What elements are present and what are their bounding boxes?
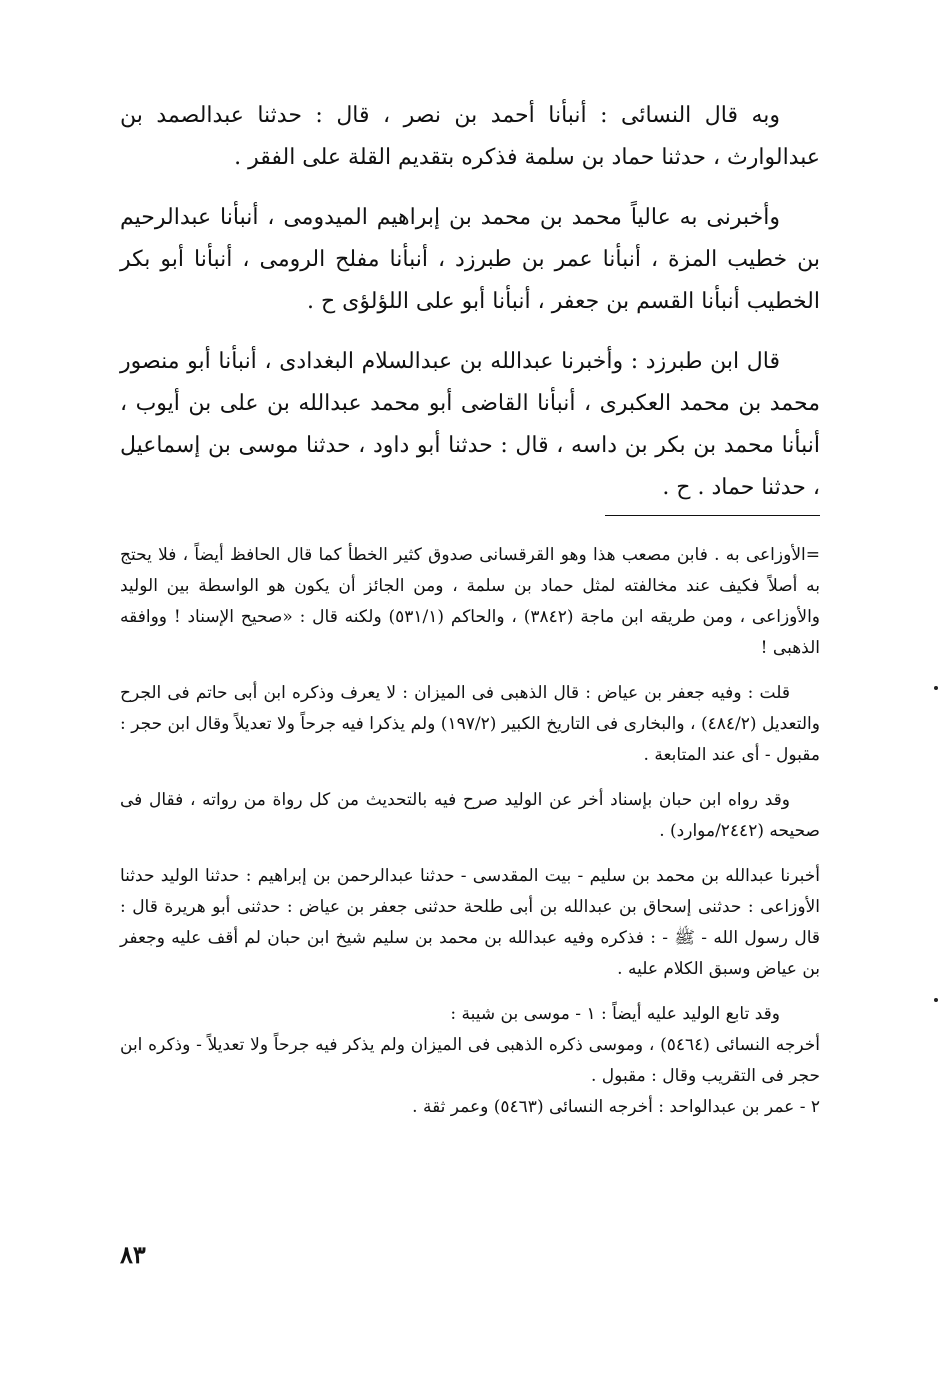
paragraph-3: قال ابن طبرزد : وأخبرنا عبدالله بن عبدالسلام البغدادى ، أنبأنا أبو منصور محمد بن محمد العكبرى ، أنبأنا القاضى أبو محمد عبدالله بن على بن أيوب ، أنبأنا محمد بن بكر بن داسه ، قال : حدثنا أبو داود ، حدثنا موسى بن إسماعيل ، حدثنا حماد . ح .: [120, 349, 820, 500]
paragraph-1: وبه قال النسائى : أنبأنا أحمد بن نصر ، قال : حدثنا عبدالصمد بن عبدالوارث ، حدثنا حماد بن سلمة فذكره بتقديم القلة على الفقر .: [120, 103, 820, 170]
page-number: ٨٣: [120, 1240, 146, 1269]
footnote-1: =الأوزاعى به . فابن مصعب هذا وهو القرقسانى صدوق كثير الخطأ كما قال الحافظ أيضاً ، فلا يحتج به أصلاً فكيف عند مخالفته لمثل حماد بن سلمة ، ومن الجائز أن يكون هو الواسطة بين الوليد والأوزاعى ، ومن طريقه ابن ماجة (٣٨٤٢) ، والحاكم (٥٣١/١) ولكنه قال : «صحيح الإسناد ! ووافقه الذهبى !: [120, 545, 821, 658]
footnote-5-line-2: أخرجه النسائى (٥٤٦٤) ، وموسى ذكره الذهبى فى الميزان ولم يذكر فيه جرحاً ولا تعديلاً - وذكره ابن حجر فى التقريب وقال : مقبول .: [120, 1035, 820, 1086]
footnote-5-line-3: ٢ - عمر بن عبدالواحد : أخرجه النسائى (٥٤٦٣) وعمر ثقة .: [412, 1097, 820, 1117]
scan-speck: [934, 686, 938, 690]
footnote-4: أخبرنا عبدالله بن محمد بن سليم - بيت المقدسى - حدثنا عبدالرحمن بن إبراهيم : حدثنا الوليد حدثنا الأوزاعى : حدثنى إسحاق بن عبدالله بن أبى طلحة حدثنى جعفر بن عياض : حدثنى أبو هريرة قال : قال رسول الله - ﷺ - : فذكره وفيه عبدالله بن محمد بن سليم شيخ ابن حبان لم أقف عليه وجعفر بن عياض وسبق الكلام عليه .: [120, 866, 820, 979]
footnote-3: وقد رواه ابن حبان بإسناد أخر عن الوليد صرح فيه بالتحديث من كل رواة من رواته ، فقال فى صحيحه (٢٤٤٢/موارد) .: [120, 790, 820, 841]
footnote-separator: [605, 515, 820, 516]
paragraph-2: وأخبرنى به عالياً محمد بن محمد بن إبراهيم الميدومى ، أنبأنا عبدالرحيم بن خطيب المزة ، أنبأنا عمر بن طبرزد ، أنبأنا مفلح الرومى ، أنبأنا أبو بكر الخطيب أنبأنا القسم بن جعفر ، أنبأنا أبو على اللؤلؤى ح .: [120, 205, 820, 314]
footnote-5-line-1: وقد تابع الوليد عليه أيضاً : ١ - موسى بن شيبة :: [450, 1004, 780, 1024]
main-text: [120, 95, 820, 527]
footnotes: [120, 540, 820, 1123]
footnote-2: قلت : وفيه جعفر بن عياض : قال الذهبى فى الميزان : لا يعرف وذكره ابن أبى حاتم فى الجرح والتعديل (٤٨٤/٢) ، والبخارى فى التاريخ الكبير (١٩٧/٢) ولم يذكرا فيه جرحاً ولا تعديلاً وقال ابن حجر : مقبول - أى عند المتابعة .: [120, 683, 820, 765]
scan-speck: [934, 998, 938, 1002]
